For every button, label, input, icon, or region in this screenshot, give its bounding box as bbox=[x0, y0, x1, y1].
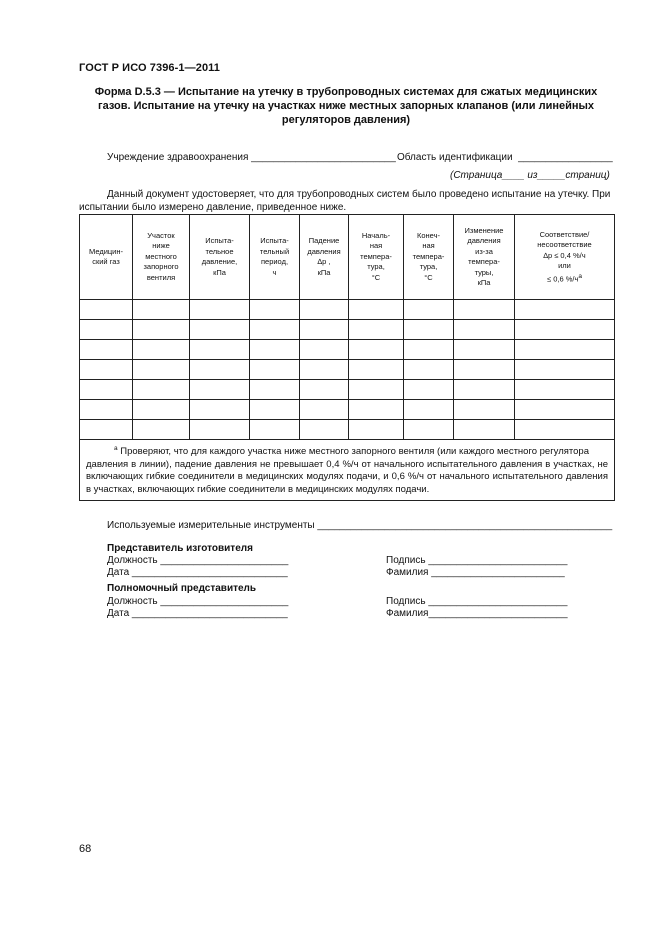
instruments-field: Используемые измерительные инструменты _____________________________________________________ bbox=[107, 520, 613, 531]
table-row bbox=[80, 420, 615, 440]
table-cell[interactable] bbox=[300, 400, 349, 420]
form-title-line-2: газов. Испытание на утечку на участках ниже местных запорных клапанов (или линейных bbox=[97, 100, 595, 112]
col-header-pressure-drop: Падение давления ∆p , кПа bbox=[300, 215, 349, 300]
table-cell[interactable] bbox=[250, 340, 300, 360]
authorized-surname-field: Фамилия_________________________ bbox=[386, 608, 568, 619]
col-header-medical-gas: Медицин- ский газ bbox=[80, 215, 133, 300]
table-cell[interactable] bbox=[349, 340, 404, 360]
table-row bbox=[80, 300, 615, 320]
table-cell[interactable] bbox=[250, 300, 300, 320]
col-header-compliance: Соответствие/ несоответствие ∆p ≤ 0,4 %/ч или ≤ 0,6 $\%/ч^а$ bbox=[515, 215, 615, 300]
table-row bbox=[80, 320, 615, 340]
col-header-pressure-change: Изменение давления из-за темпера- туры, кПа bbox=[454, 215, 515, 300]
col-header-test-pressure: Испыта- тельное давление, кПа bbox=[190, 215, 250, 300]
table-cell[interactable] bbox=[133, 340, 190, 360]
table-cell[interactable] bbox=[454, 420, 515, 440]
table-cell[interactable] bbox=[404, 420, 454, 440]
table-header-row bbox=[80, 215, 615, 300]
table-cell[interactable] bbox=[190, 360, 250, 380]
table-cell[interactable] bbox=[454, 340, 515, 360]
manufacturer-date-field: Дата ____________________________ bbox=[107, 567, 288, 578]
table-cell[interactable] bbox=[404, 400, 454, 420]
table-cell[interactable] bbox=[80, 420, 133, 440]
col-header-section: Участок ниже местного запорного вентиля bbox=[133, 215, 190, 300]
table-cell[interactable] bbox=[404, 380, 454, 400]
table-cell[interactable] bbox=[300, 340, 349, 360]
col-header-initial-temp: Началь- ная темпера- тура, °C bbox=[349, 215, 404, 300]
institution-field: Учреждение здравоохранения __________________________ bbox=[107, 152, 396, 163]
authorized-heading: Полномочный представитель bbox=[107, 583, 257, 594]
table-cell[interactable] bbox=[300, 300, 349, 320]
document-header: ГОСТ Р ИСО 7396-1—2011 bbox=[79, 62, 220, 74]
table-cell[interactable] bbox=[80, 400, 133, 420]
table-cell[interactable] bbox=[250, 380, 300, 400]
table-cell[interactable] bbox=[349, 380, 404, 400]
identification-area-field: Область идентификации _________________ bbox=[397, 152, 613, 163]
table-cell[interactable] bbox=[300, 420, 349, 440]
table-cell[interactable] bbox=[349, 420, 404, 440]
table-cell[interactable] bbox=[190, 420, 250, 440]
table-cell[interactable] bbox=[404, 360, 454, 380]
table-cell[interactable] bbox=[133, 320, 190, 340]
table-cell[interactable] bbox=[515, 420, 615, 440]
page-number: 68 bbox=[79, 843, 92, 855]
table-cell[interactable] bbox=[190, 400, 250, 420]
table-cell[interactable] bbox=[349, 320, 404, 340]
intro-paragraph bbox=[79, 189, 619, 214]
table-row bbox=[80, 380, 615, 400]
table-cell[interactable] bbox=[80, 320, 133, 340]
table-cell[interactable] bbox=[515, 320, 615, 340]
footnote-mark: а bbox=[114, 445, 118, 452]
table-row bbox=[80, 340, 615, 360]
table-footnote: $^а$ Проверяют, что для каждого участка ниже местного запорного вентиля (или каждого местного регулятора давления в линии), падение давления не превышает 0,4 %/ч от начального испытательного давления в участках, не включающих гибкие соединители в медицинских модулях подачи, и 0,6 %/ч от начального испытательного давления в участках, включающих гибкие соединители в медицинских модулях подачи. bbox=[80, 440, 615, 501]
table-cell[interactable] bbox=[349, 400, 404, 420]
table-row bbox=[80, 400, 615, 420]
table-cell[interactable] bbox=[250, 420, 300, 440]
table-cell[interactable] bbox=[300, 380, 349, 400]
manufacturer-heading: Представитель изготовителя bbox=[107, 543, 253, 554]
table-cell[interactable] bbox=[190, 380, 250, 400]
table-cell[interactable] bbox=[404, 300, 454, 320]
page-of-field: (Страница____ из_____страниц) bbox=[450, 170, 610, 181]
table-cell[interactable] bbox=[190, 300, 250, 320]
manufacturer-surname-field: Фамилия ________________________ bbox=[386, 567, 565, 578]
leak-test-table bbox=[79, 214, 615, 501]
table-cell[interactable] bbox=[133, 300, 190, 320]
table-footnote-row bbox=[80, 440, 615, 501]
table-cell[interactable] bbox=[250, 360, 300, 380]
col-header-test-period: Испыта- тельный период, ч bbox=[250, 215, 300, 300]
table-row bbox=[80, 360, 615, 380]
table-cell[interactable] bbox=[515, 360, 615, 380]
table-cell[interactable] bbox=[80, 300, 133, 320]
table-cell[interactable] bbox=[133, 360, 190, 380]
table-cell[interactable] bbox=[404, 340, 454, 360]
table-cell[interactable] bbox=[300, 320, 349, 340]
form-title bbox=[79, 85, 613, 127]
intro-line-1: Данный документ удостоверяет, что для трубопроводных систем было проведено испытание на утечку. При bbox=[107, 189, 611, 200]
table-cell[interactable] bbox=[515, 380, 615, 400]
table-cell[interactable] bbox=[454, 380, 515, 400]
table-cell[interactable] bbox=[349, 300, 404, 320]
authorized-date-field: Дата ____________________________ bbox=[107, 608, 288, 619]
table-cell[interactable] bbox=[454, 400, 515, 420]
table-cell[interactable] bbox=[80, 360, 133, 380]
table-cell[interactable] bbox=[515, 400, 615, 420]
table-cell[interactable] bbox=[349, 360, 404, 380]
table-cell[interactable] bbox=[454, 360, 515, 380]
table-cell[interactable] bbox=[454, 320, 515, 340]
col-header-final-temp: Конеч- ная темпера- тура, °C bbox=[404, 215, 454, 300]
table-cell[interactable] bbox=[80, 380, 133, 400]
authorized-position-field: Должность _______________________ bbox=[107, 596, 289, 607]
table-cell[interactable] bbox=[190, 340, 250, 360]
table-cell[interactable] bbox=[404, 320, 454, 340]
manufacturer-position-field: Должность _______________________ bbox=[107, 555, 289, 566]
table-cell[interactable] bbox=[250, 320, 300, 340]
table-cell[interactable] bbox=[80, 340, 133, 360]
table-cell[interactable] bbox=[133, 400, 190, 420]
table-cell[interactable] bbox=[133, 420, 190, 440]
table-cell[interactable] bbox=[454, 300, 515, 320]
manufacturer-signature-field: Подпись _________________________ bbox=[386, 555, 568, 566]
intro-line-2: испытании было измерено давление, приведенное ниже. bbox=[79, 201, 347, 213]
table-cell[interactable] bbox=[300, 360, 349, 380]
form-title-line-1: Форма D.5.3 — Испытание на утечку в трубопроводных системах для сжатых медицинских bbox=[94, 86, 598, 98]
table-cell[interactable] bbox=[515, 340, 615, 360]
authorized-signature-field: Подпись _________________________ bbox=[386, 596, 568, 607]
table-cell[interactable] bbox=[250, 400, 300, 420]
table-cell[interactable] bbox=[190, 320, 250, 340]
table-cell[interactable] bbox=[133, 380, 190, 400]
form-title-line-3: регуляторов давления) bbox=[281, 114, 411, 126]
table-cell[interactable] bbox=[515, 300, 615, 320]
